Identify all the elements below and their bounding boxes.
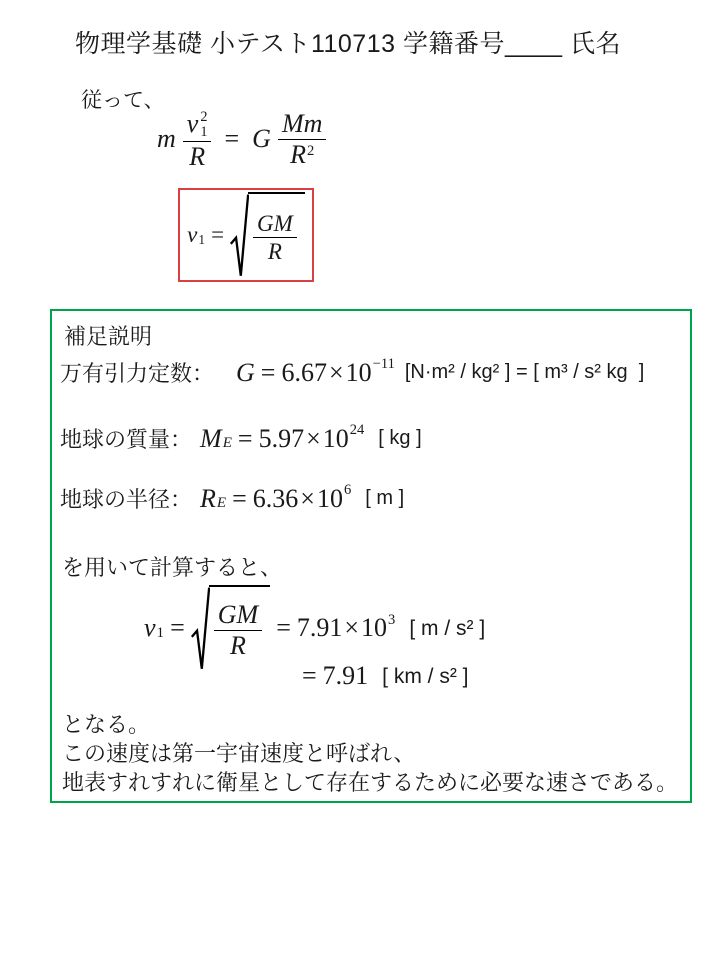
earth-radius-formula — [200, 482, 352, 513]
earth-mass-formula — [200, 422, 365, 453]
subscript-1: 1 — [198, 231, 206, 247]
result-units-km: [ km / s² ] — [382, 664, 469, 688]
square-root — [230, 192, 305, 278]
exponent-2: 2 — [306, 143, 315, 159]
power-exponent: 6 — [343, 482, 352, 499]
conclusion-text — [62, 710, 678, 797]
supplement-heading: 補足説明 — [64, 324, 153, 349]
power-exponent: −11 — [372, 356, 395, 373]
power-base: 10 — [322, 423, 349, 453]
times-sign: × — [328, 357, 344, 387]
earth-mass-label: 地球の質量： — [60, 427, 193, 452]
equals-sign: = — [302, 661, 317, 690]
earth-mass-row — [60, 423, 422, 454]
result-equation-row — [144, 585, 485, 671]
var-R: R — [290, 140, 306, 169]
conclusion-line-2: この速度は第一宇宙速度と呼ばれ、 — [62, 741, 416, 766]
supplement-box — [50, 309, 692, 803]
subscript-E: E — [222, 435, 232, 452]
subscript-E: E — [216, 495, 227, 512]
equals-sign: = — [170, 613, 185, 643]
conclusion-line-1: となる。 — [62, 712, 151, 737]
lead-in-text: 従って、 — [81, 89, 165, 112]
quiz-title: 物理学基礎 小テスト110713 学籍番号____ 氏名 — [75, 30, 622, 58]
subscript-1: 1 — [156, 624, 165, 641]
var-M: M — [200, 423, 222, 453]
square-root — [191, 585, 270, 671]
fraction-GM-over-R — [214, 601, 262, 659]
earth-radius-units: [ m ] — [365, 487, 405, 509]
var-GM: GM — [217, 600, 259, 630]
v-sup-sub-stack — [200, 110, 207, 140]
gravity-constant-row — [60, 357, 644, 388]
first-velocity-equation — [187, 192, 305, 278]
radical-sign-icon — [191, 585, 210, 671]
equals-sign: = — [224, 124, 240, 153]
times-sign: × — [300, 483, 315, 513]
var-GM: GM — [257, 210, 293, 236]
conclusion-line-3: 地表すれすれに衛星として存在するために必要な速さである。 — [62, 770, 679, 795]
var-v: v — [144, 613, 156, 643]
radical-sign-icon — [230, 192, 249, 278]
calculation-lead-text: を用いて計算すると、 — [62, 555, 283, 580]
gravity-constant-formula — [236, 356, 395, 387]
fraction-v1sq-over-R — [183, 108, 212, 170]
power-exponent: 3 — [388, 611, 396, 628]
power-base: 10 — [316, 483, 343, 513]
var-m: m — [157, 124, 176, 153]
subscript-1: 1 — [200, 124, 208, 140]
equals-sign: = — [260, 357, 276, 387]
earth-radius-row — [60, 483, 404, 514]
equals-sign: = — [211, 222, 225, 248]
var-Mm: Mm — [281, 109, 323, 138]
times-sign: × — [306, 423, 321, 453]
gravity-constant-label: 万有引力定数： — [60, 361, 215, 386]
result-units-m: [ m / s² ] — [409, 616, 486, 640]
coefficient: 7.91 — [296, 613, 343, 643]
equals-sign: = — [232, 483, 247, 513]
result-continuation-row — [302, 663, 469, 689]
var-R: R — [230, 631, 246, 661]
first-velocity-highlight-box — [178, 188, 314, 282]
earth-radius-label: 地球の半径： — [60, 487, 193, 512]
times-sign: × — [344, 613, 360, 643]
coefficient: 6.36 — [252, 483, 299, 513]
momentum-equation — [157, 108, 326, 170]
var-G: G — [252, 124, 271, 153]
var-v: v — [186, 109, 199, 138]
var-R: R — [200, 483, 216, 513]
var-v: v — [187, 222, 198, 248]
fraction-GM-over-R — [253, 211, 297, 263]
gravity-constant-units: [N·m² / kg² ] = [ m³ / s² kg ] — [404, 361, 645, 383]
var-R: R — [189, 142, 206, 171]
fraction-Mm-over-R2 — [278, 110, 326, 168]
equals-sign: = — [237, 423, 253, 453]
var-G: G — [236, 357, 255, 387]
earth-mass-units: [ kg ] — [378, 427, 422, 449]
equals-sign: = — [276, 613, 291, 643]
power-exponent: 24 — [349, 422, 365, 439]
coefficient: 6.67 — [281, 357, 327, 387]
var-R: R — [267, 238, 282, 264]
exponent-2: 2 — [200, 109, 208, 125]
power-base: 10 — [345, 357, 372, 387]
coefficient: 5.97 — [258, 423, 305, 453]
power-base: 10 — [361, 613, 388, 643]
value-km: 7.91 — [322, 661, 369, 690]
